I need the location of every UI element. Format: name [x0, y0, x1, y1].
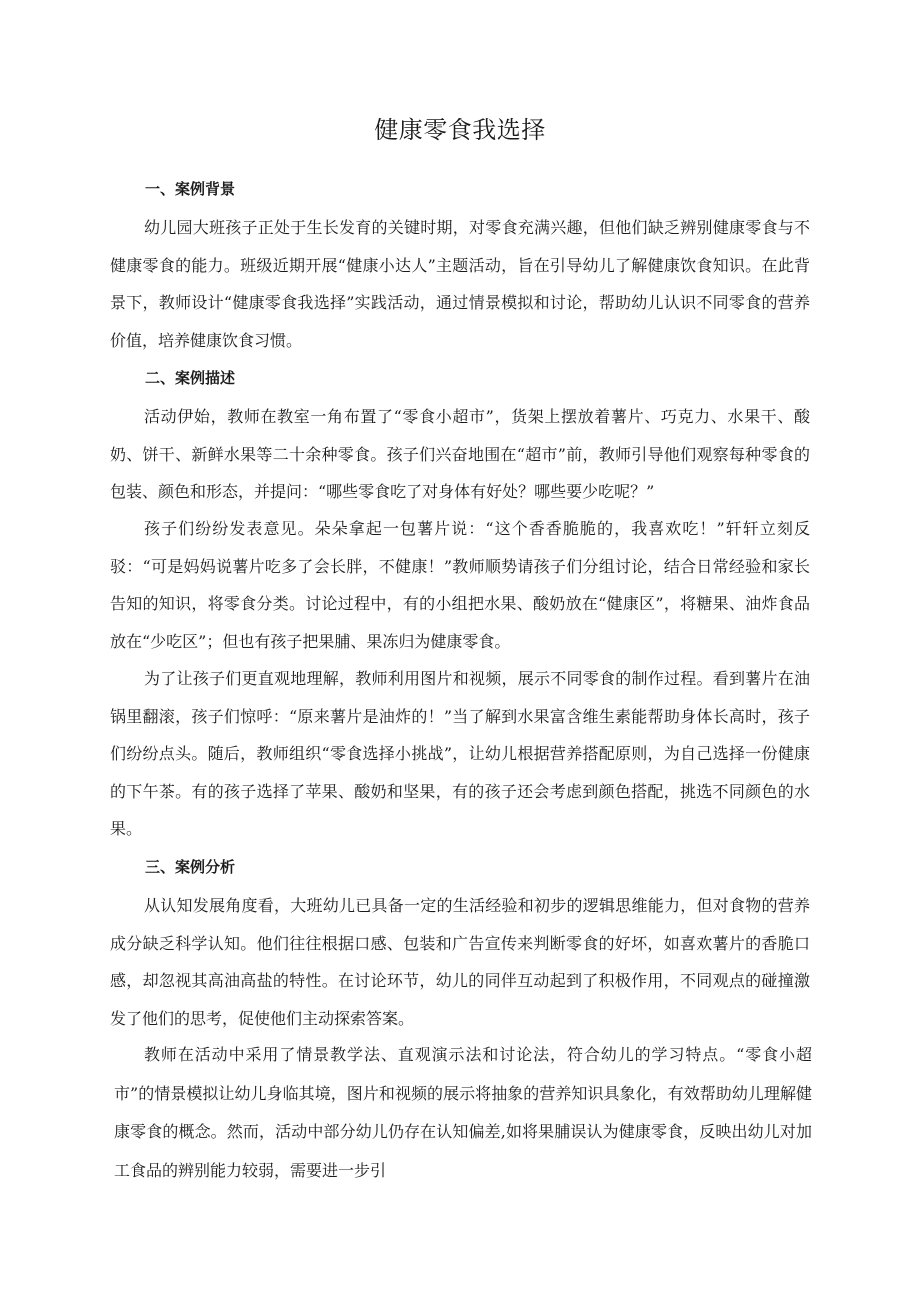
- section-heading-analysis: 三、案例分析: [145, 858, 236, 876]
- paragraph-description-2: 孩子们纷纷发表意见。朵朵拿起一包薯片说：“这个香香脆脆的，我喜欢吃！”轩轩立刻反驳：“可是妈妈说薯片吃多了会长胖，不健康！”教师顺势请孩子们分组讨论，结合日常经验和家长告知的知识，将零食分类。讨论过程中，有的小组把水果、酸奶放在“健康区”，将糖果、油炸食品放在“少吃区”；但也有孩子把果脯、果冻归为健康零食。: [110, 519, 810, 651]
- paragraph-analysis-2: 教师在活动中采用了情景教学法、直观演示法和讨论法，符合幼儿的学习特点。“零食小超市”的情景模拟让幼儿身临其境，图片和视频的展示将抽象的营养知识具象化，有效帮助幼儿理解健康零食的概念。然而，活动中部分幼儿仍存在认知偏差,如将果脯误认为健康零食，反映出幼儿对加工食品的辨别能力较弱，需要进一步引: [114, 1045, 812, 1180]
- document-title: 健康零食我选择: [374, 116, 546, 144]
- section-heading-background: 一、案例背景: [145, 180, 236, 198]
- paragraph-analysis-1: 从认知发展角度看，大班幼儿已具备一定的生活经验和初步的逻辑思维能力，但对食物的营养成分缺乏科学认知。他们往往根据口感、包装和广告宣传来判断零食的好坏，如喜欢薯片的香脆口感，却忽视其高油高盐的特性。在讨论环节，幼儿的同伴互动起到了积极作用，不同观点的碰撞激发了他们的思考，促使他们主动探索答案。: [110, 896, 810, 1028]
- paragraph-description-3: 为了让孩子们更直观地理解，教师利用图片和视频，展示不同零食的制作过程。看到薯片在油锅里翻滚，孩子们惊呼：“原来薯片是油炸的！”当了解到水果富含维生素能帮助身体长高时，孩子们纷纷点头。随后，教师组织“零食选择小挑战”，让幼儿根据营养搭配原则，为自己选择一份健康的下午茶。有的孩子选择了苹果、酸奶和坚果，有的孩子还会考虑到颜色搭配，挑选不同颜色的水果。: [110, 669, 810, 838]
- section-heading-description: 二、案例描述: [145, 369, 236, 387]
- paragraph-description-1: 活动伊始，教师在教室一角布置了“零食小超市”，货架上摆放着薯片、巧克力、水果干、酸奶、饼干、新鲜水果等二十余种零食。孩子们兴奋地围在“超市”前，教师引导他们观察每种零食的包装、颜色和形态，并提问：“哪些零食吃了对身体有好处？哪些要少吃呢？”: [110, 407, 810, 501]
- paragraph-background: 幼儿园大班孩子正处于生长发育的关键时期，对零食充满兴趣，但他们缺乏辨别健康零食与不健康零食的能力。班级近期开展“健康小达人”主题活动，旨在引导幼儿了解健康饮食知识。在此背景下，教师设计“健康零食我选择”实践活动，通过情景模拟和讨论，帮助幼儿认识不同零食的营养价值，培养健康饮食习惯。: [110, 218, 810, 350]
